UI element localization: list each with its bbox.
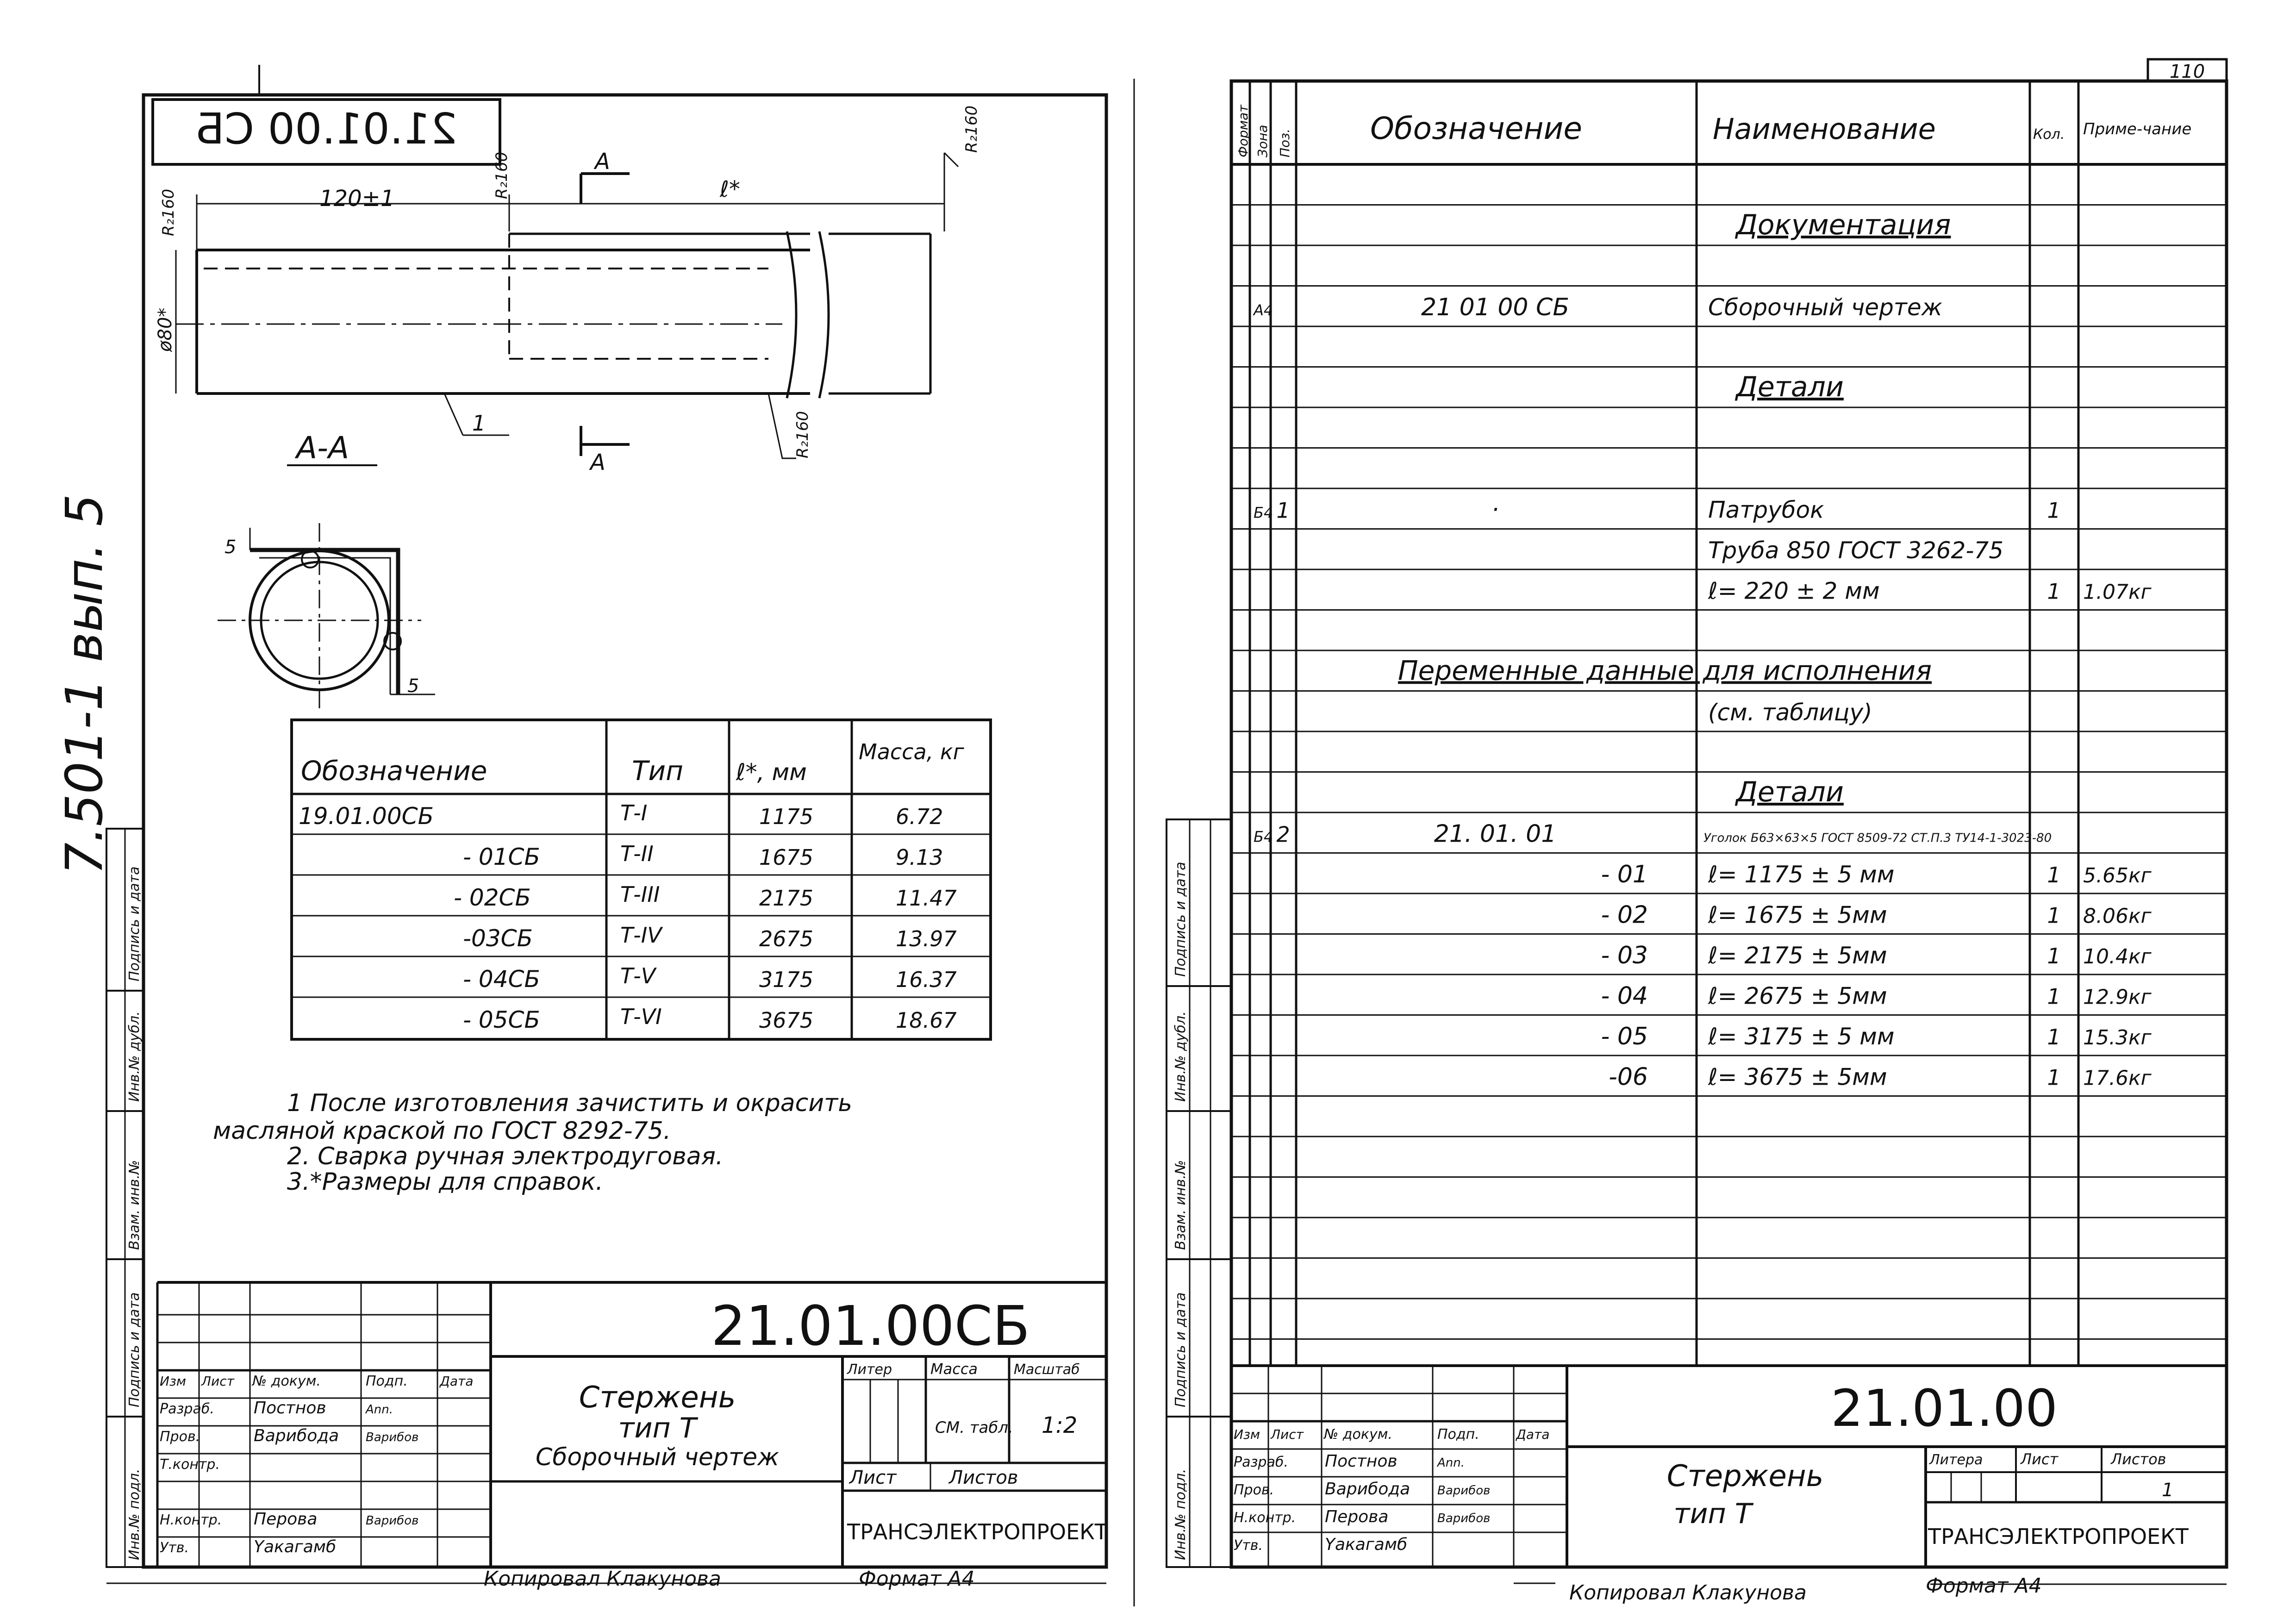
rtb-sheets-label: Листов — [2111, 1450, 2166, 1468]
r-margin-sign-date-2: Подпись и дата — [1173, 1292, 1189, 1407]
tb-sheets-label: Листов — [949, 1467, 1018, 1488]
spec-format: Б4 — [1254, 504, 1273, 522]
spec-pos: 1 — [1276, 498, 1290, 523]
table-row — [454, 882, 957, 911]
rtb-role-4: Н.контр. — [1234, 1510, 1296, 1526]
table-row — [463, 1004, 957, 1033]
roughness-mid: R₂160 — [493, 151, 511, 199]
tb-name-4: Перова — [254, 1510, 318, 1529]
spec-pos: 2 — [1276, 822, 1290, 847]
spec-note: 10.4кг — [2083, 945, 2152, 968]
rtb-name-4: Перова — [1325, 1507, 1389, 1526]
rtb-col-izm: Изм — [1234, 1427, 1260, 1442]
rtb-role-5: Утв. — [1234, 1537, 1263, 1554]
spec-format: А4 — [1254, 301, 1273, 319]
weld-dim-side: 5 — [407, 675, 419, 697]
spec-name: Патрубок — [1708, 496, 1824, 524]
rod-drawing — [176, 153, 958, 465]
spec-name: ℓ= 2175 ± 5мм — [1708, 942, 1887, 969]
row-type: Т-I — [620, 800, 648, 825]
spec-name: ℓ= 3675 ± 5мм — [1708, 1063, 1887, 1091]
spec-designation: - 05 — [1601, 1023, 1648, 1050]
left-title-line-3: Сборочный чертеж — [536, 1443, 779, 1471]
spec-name: ℓ= 3175 ± 5 мм — [1708, 1023, 1895, 1050]
row-length: 3675 — [759, 1008, 814, 1033]
r-margin-orig-inv: Инв.№ подл. — [1173, 1468, 1189, 1560]
right-title-line-2: тип Т — [1673, 1498, 1752, 1530]
row-designation: 19.01.00СБ — [299, 803, 434, 830]
row-type: Т-III — [620, 882, 660, 907]
rtb-name-5: Yакагамб — [1325, 1535, 1408, 1554]
spec-designation: -06 — [1609, 1063, 1648, 1091]
spec-row — [1398, 655, 1932, 687]
spec-row — [1734, 209, 1951, 241]
tb-sign-1: Ann. — [366, 1403, 393, 1417]
spec-designation: · — [1491, 496, 1499, 524]
rtb-sign-4: Варибов — [1437, 1512, 1491, 1525]
tb-role-3: Т.контр. — [160, 1456, 220, 1473]
row-mass: 16.37 — [896, 967, 957, 992]
roughness-left: R₂160 — [159, 188, 178, 236]
spec-header-name: Наименование — [1713, 112, 1936, 146]
spec-name: Документация — [1736, 209, 1951, 241]
row-length: 1675 — [759, 845, 814, 870]
spec-designation: 21. 01. 01 — [1434, 820, 1557, 848]
roughness-bottom: R₂160 — [793, 411, 812, 458]
spec-header-format: Формат — [1235, 105, 1251, 157]
spec-name: Переменные данные для исполнения — [1398, 655, 1932, 687]
spec-note: 12.9кг — [2083, 985, 2152, 1009]
section-view — [218, 523, 435, 713]
row-mass: 9.13 — [896, 845, 943, 870]
spec-row — [1253, 294, 1942, 321]
spec-row — [1601, 1023, 2152, 1050]
spec-row — [1254, 496, 2061, 524]
margin-repl-inv: Взам. инв.№ — [126, 1160, 143, 1250]
mirrored-stamp: 21.01.00 СБ — [195, 104, 458, 154]
margin-dup-inv: Инв.№ дубл. — [126, 1011, 143, 1102]
spec-row — [1708, 699, 1872, 726]
note-3: 3.*Размеры для справок. — [287, 1168, 604, 1196]
spec-note: 1.07кг — [2083, 580, 2152, 604]
row-mass: 13.97 — [896, 926, 957, 951]
spec-name: Сборочный чертеж — [1708, 294, 1942, 321]
tb-lit-label: Литер — [847, 1362, 892, 1378]
spec-row — [1601, 942, 2152, 969]
tb-col-doc: № докум. — [252, 1373, 321, 1389]
tb-sign-4: Варибов — [366, 1514, 419, 1528]
row-length: 2675 — [759, 926, 814, 951]
spec-name: Детали — [1736, 776, 1844, 808]
left-sheet — [55, 65, 1108, 1591]
spec-note: 17.6кг — [2083, 1066, 2152, 1090]
row-mass: 6.72 — [896, 804, 943, 829]
spec-header-note: Приме-чание — [2083, 120, 2192, 138]
spec-header-designation: Обозначение — [1370, 111, 1582, 146]
row-type: Т-V — [620, 963, 656, 988]
rtb-col-doc: № докум. — [1324, 1426, 1392, 1443]
spec-qty: 1 — [2047, 984, 2061, 1009]
left-copied-by: Копировал Клакунова — [484, 1567, 721, 1591]
table-row — [299, 800, 943, 830]
spec-name: Уголок Б63×63×5 ГОСТ 8509-72 СТ.П.3 ТУ14-1-3023-80 — [1703, 831, 2052, 845]
spec-name: ℓ= 1175 ± 5 мм — [1708, 861, 1895, 888]
spec-designation: - 04 — [1601, 982, 1648, 1010]
spec-note: 15.3кг — [2083, 1026, 2152, 1049]
rtb-col-date: Дата — [1516, 1427, 1550, 1442]
tb-name-5: Yакагамб — [254, 1537, 337, 1556]
spec-qty: 1 — [2047, 1065, 2061, 1090]
table-header-mass: Масса, кг — [859, 739, 964, 764]
tb-role-4: Н.контр. — [160, 1512, 222, 1528]
diameter-label: ø80* — [155, 307, 176, 352]
spec-name: ℓ= 2675 ± 5мм — [1708, 982, 1887, 1010]
r-margin-repl-inv: Взам. инв.№ — [1173, 1160, 1189, 1250]
spec-qty: 1 — [2047, 903, 2061, 928]
table-header-type: Тип — [632, 755, 684, 787]
r-margin-sign-date-1: Подпись и дата — [1173, 862, 1189, 977]
row-type: Т-IV — [620, 923, 662, 948]
table-row — [463, 923, 957, 952]
tb-col-list: Лист — [201, 1374, 234, 1389]
tb-sign-2: Варибов — [366, 1430, 419, 1444]
rtb-sheets-value: 1 — [2162, 1480, 2174, 1501]
roughness-right: R₂160 — [962, 105, 981, 153]
spec-name: Труба 850 ГОСТ 3262-75 — [1708, 537, 2004, 564]
spec-row — [1601, 861, 2152, 888]
tb-role-2: Пров. — [160, 1429, 200, 1445]
row-mass: 11.47 — [896, 886, 957, 911]
table-header-length: ℓ*, мм — [736, 759, 807, 786]
tb-col-date: Дата — [440, 1374, 474, 1389]
row-type: Т-VI — [620, 1004, 662, 1029]
right-format: Формат А4 — [1926, 1574, 2042, 1598]
row-designation: - 01СБ — [463, 843, 540, 870]
spec-designation: - 03 — [1601, 942, 1648, 969]
margin-orig-inv: Инв.№ подл. — [126, 1468, 143, 1560]
left-format: Формат А4 — [859, 1567, 975, 1591]
rtb-sign-1: Ann. — [1437, 1456, 1465, 1470]
rtb-sheet-label: Лист — [2021, 1450, 2059, 1468]
spec-row — [1254, 820, 2052, 848]
left-title-line-1: Стержень — [579, 1380, 736, 1415]
note-2: 2. Сварка ручная электродуговая. — [287, 1143, 724, 1170]
note-1b: масляной краской по ГОСТ 8292-75. — [213, 1117, 671, 1145]
dim-length-var: ℓ* — [720, 176, 740, 202]
row-length: 1175 — [759, 804, 814, 829]
row-length: 3175 — [759, 967, 814, 992]
rtb-lit-label: Литера — [1929, 1452, 1983, 1468]
right-sheet — [1167, 59, 2227, 1605]
tb-col-izm: Изм — [160, 1374, 186, 1389]
right-copied-by: Копировал Клакунова — [1569, 1581, 1807, 1605]
spec-designation: - 01 — [1601, 861, 1648, 888]
margin-sign-date-2: Подпись и дата — [126, 1292, 143, 1407]
spec-name: (см. таблицу) — [1708, 699, 1872, 726]
rtb-sign-2: Варибов — [1437, 1484, 1491, 1498]
rtb-name-2: Варибода — [1325, 1480, 1410, 1499]
spec-header-pos: Поз. — [1277, 129, 1292, 157]
right-doc-code: 21.01.00 — [1831, 1379, 2058, 1438]
spec-header-zone: Зона — [1255, 125, 1270, 157]
rtb-col-sign: Подп. — [1437, 1426, 1479, 1443]
rtb-name-1: Постнов — [1325, 1452, 1398, 1471]
left-org-name: ТРАНСЭЛЕКТРОПРОЕКТ — [847, 1519, 1108, 1544]
tb-mass-value: СМ. табл. — [935, 1418, 1013, 1437]
table-header-designation: Обозначение — [301, 755, 487, 787]
side-series-label: 7.501-1 вып. 5 — [55, 493, 114, 875]
right-org-name: ТРАНСЭЛЕКТРОПРОЕКТ — [1928, 1524, 2189, 1549]
spec-row — [1708, 537, 2003, 564]
note-1a: 1 После изготовления зачистить и окрасить — [287, 1089, 852, 1117]
table-row — [463, 841, 943, 870]
tb-scale-label: Масштаб — [1014, 1362, 1080, 1378]
spec-row — [1734, 776, 1844, 808]
spec-note: 5.65кг — [2083, 864, 2152, 887]
tb-role-5: Утв. — [160, 1540, 189, 1556]
spec-qty: 1 — [2047, 1024, 2061, 1049]
spec-row — [1734, 371, 1844, 403]
section-mark-bottom: A — [590, 450, 605, 475]
rtb-col-list: Лист — [1271, 1427, 1304, 1442]
table-row — [463, 963, 957, 993]
spec-qty: 1 — [2047, 943, 2061, 968]
right-title-line-1: Стержень — [1666, 1459, 1824, 1493]
spec-row — [1609, 1063, 2152, 1091]
leader-pos-1: 1 — [472, 411, 486, 436]
spec-name: ℓ= 1675 ± 5мм — [1708, 901, 1887, 929]
row-designation: - 04СБ — [463, 966, 540, 993]
tb-role-1: Разраб. — [160, 1401, 214, 1417]
sheet-number: 110 — [2169, 61, 2205, 82]
spec-qty: 1 — [2047, 579, 2061, 604]
row-length: 2175 — [759, 886, 814, 911]
r-margin-dup-inv: Инв.№ дубл. — [1173, 1011, 1189, 1102]
spec-name: Детали — [1736, 371, 1844, 403]
left-doc-code: 21.01.00СБ — [711, 1294, 1030, 1358]
row-designation: - 02СБ — [454, 884, 531, 911]
tb-name-1: Постнов — [254, 1399, 326, 1418]
tb-name-2: Варибода — [254, 1426, 339, 1445]
spec-header-qty: Кол. — [2033, 126, 2065, 143]
margin-sign-date-1: Подпись и дата — [126, 866, 143, 981]
left-title-line-2: тип Т — [618, 1412, 697, 1444]
spec-designation: 21 01 00 СБ — [1421, 294, 1570, 321]
spec-row — [1601, 901, 2152, 929]
spec-qty: 1 — [2047, 498, 2061, 523]
row-type: Т-II — [620, 841, 654, 866]
weld-dim-top: 5 — [225, 537, 237, 558]
tb-col-sign: Подп. — [366, 1373, 408, 1389]
spec-row — [1601, 982, 2152, 1010]
section-title: А-А — [296, 430, 349, 466]
rtb-role-2: Пров. — [1234, 1482, 1274, 1498]
tb-scale-value: 1:2 — [1042, 1412, 1078, 1438]
spec-name: ℓ= 220 ± 2 мм — [1708, 577, 1880, 605]
rtb-role-1: Разраб. — [1234, 1454, 1288, 1470]
spec-qty: 1 — [2047, 862, 2061, 887]
tb-mass-label: Масса — [930, 1360, 978, 1378]
spec-format: Б4 — [1254, 828, 1273, 846]
row-designation: -03СБ — [463, 925, 533, 952]
row-designation: - 05СБ — [463, 1006, 540, 1033]
spec-note: 8.06кг — [2083, 904, 2152, 928]
spec-designation: - 02 — [1601, 901, 1648, 929]
tb-sheet-label: Лист — [849, 1467, 897, 1488]
row-mass: 18.67 — [896, 1008, 957, 1033]
spec-row — [1708, 578, 2152, 605]
dim-length-start: 120±1 — [319, 186, 395, 212]
section-mark-top: A — [595, 149, 610, 175]
